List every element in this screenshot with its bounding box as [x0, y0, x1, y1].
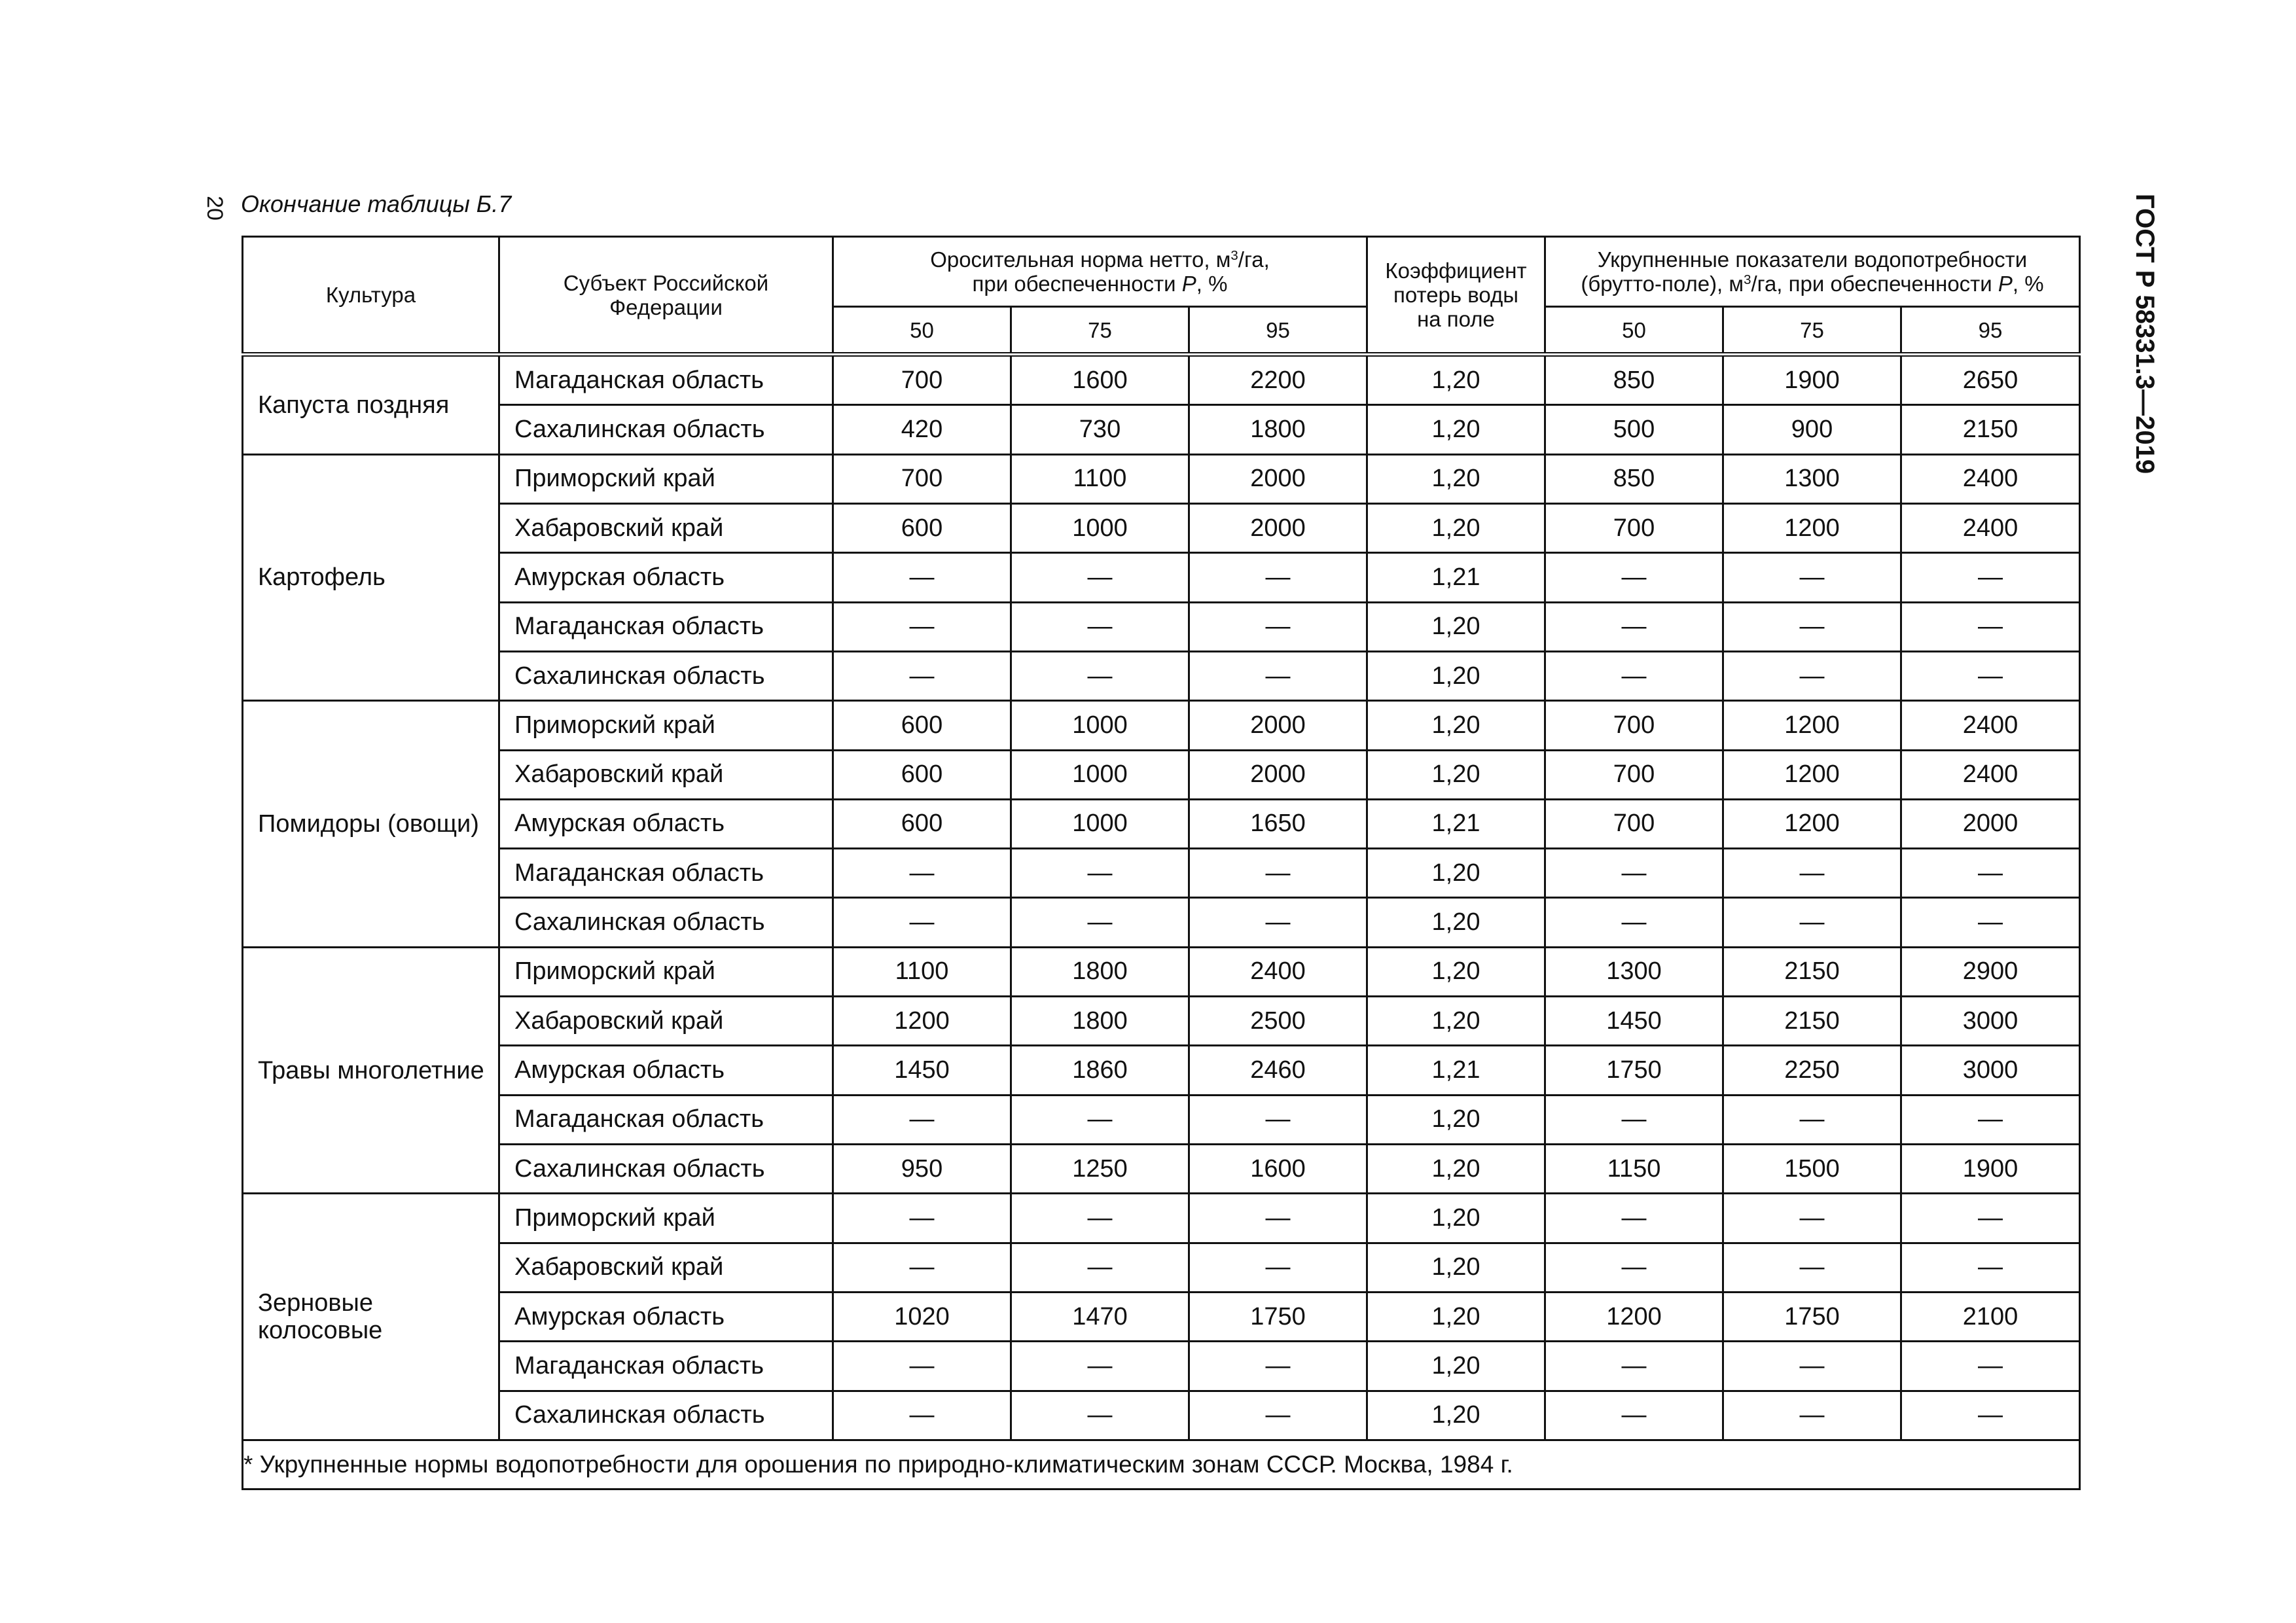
- value-cell: —: [1011, 602, 1189, 651]
- value-cell: 1,20: [1367, 602, 1545, 651]
- value-cell: 1,20: [1367, 1095, 1545, 1144]
- value-cell: 730: [1011, 405, 1189, 454]
- value-cell: —: [1901, 602, 2080, 651]
- table-row: [243, 405, 2080, 454]
- value-cell: 2400: [1901, 454, 2080, 503]
- value-cell: 1150: [1545, 1145, 1723, 1194]
- value-cell: 950: [833, 1145, 1011, 1194]
- value-cell: —: [1723, 1194, 1901, 1243]
- header-netto-75: 75: [1011, 307, 1189, 355]
- value-cell: —: [1189, 602, 1367, 651]
- value-cell: 1020: [833, 1292, 1011, 1341]
- value-cell: —: [1011, 1391, 1189, 1440]
- value-cell: 700: [1545, 701, 1723, 750]
- value-cell: —: [1545, 1391, 1723, 1440]
- value-cell: 1,20: [1367, 1145, 1545, 1194]
- region-cell: Сахалинская область: [499, 405, 833, 454]
- header-region: [499, 237, 833, 355]
- value-cell: —: [1723, 553, 1901, 602]
- region-cell: Сахалинская область: [499, 651, 833, 700]
- value-cell: 420: [833, 405, 1011, 454]
- region-cell: Хабаровский край: [499, 1243, 833, 1292]
- header-brutto-50: 50: [1545, 307, 1723, 355]
- value-cell: —: [1545, 1342, 1723, 1391]
- value-cell: 3000: [1901, 997, 2080, 1046]
- value-cell: 1200: [1723, 701, 1901, 750]
- value-cell: 900: [1723, 405, 1901, 454]
- table-body: [243, 355, 2080, 1440]
- value-cell: —: [1011, 1095, 1189, 1144]
- value-cell: —: [833, 1243, 1011, 1292]
- value-cell: 1100: [1011, 454, 1189, 503]
- table-row: [243, 602, 2080, 651]
- table-row: [243, 947, 2080, 996]
- value-cell: —: [1545, 651, 1723, 700]
- value-cell: 1200: [1723, 750, 1901, 799]
- value-cell: —: [1723, 1243, 1901, 1292]
- value-cell: 2400: [1901, 750, 2080, 799]
- table-row: [243, 701, 2080, 750]
- region-cell: Амурская область: [499, 1046, 833, 1095]
- value-cell: —: [1545, 898, 1723, 947]
- table-row: [243, 1243, 2080, 1292]
- value-cell: —: [1011, 651, 1189, 700]
- crop-cell: Зерновые колосовые: [243, 1194, 499, 1440]
- value-cell: —: [1901, 651, 2080, 700]
- value-cell: 1000: [1011, 750, 1189, 799]
- table-row: [243, 997, 2080, 1046]
- value-cell: —: [1901, 1342, 2080, 1391]
- table-row: [243, 750, 2080, 799]
- value-cell: —: [1189, 1095, 1367, 1144]
- value-cell: 1750: [1545, 1046, 1723, 1095]
- value-cell: 3000: [1901, 1046, 2080, 1095]
- region-cell: Приморский край: [499, 1194, 833, 1243]
- header-brutto-line2-end: /га, при обеспеченности: [1751, 272, 1998, 296]
- value-cell: 1,20: [1367, 1391, 1545, 1440]
- value-cell: 1000: [1011, 701, 1189, 750]
- table-row: [243, 651, 2080, 700]
- value-cell: 1,20: [1367, 997, 1545, 1046]
- value-cell: —: [833, 651, 1011, 700]
- value-cell: —: [1545, 1243, 1723, 1292]
- value-cell: —: [1011, 553, 1189, 602]
- region-cell: Приморский край: [499, 701, 833, 750]
- crop-cell: Травы многолетние: [243, 947, 499, 1194]
- value-cell: 700: [833, 355, 1011, 405]
- value-cell: —: [1011, 1243, 1189, 1292]
- table-row: [243, 1046, 2080, 1095]
- value-cell: 1200: [1723, 799, 1901, 848]
- value-cell: 2150: [1723, 997, 1901, 1046]
- value-cell: —: [1723, 898, 1901, 947]
- value-cell: 1200: [833, 997, 1011, 1046]
- region-cell: Сахалинская область: [499, 1145, 833, 1194]
- value-cell: 1000: [1011, 503, 1189, 552]
- value-cell: 1100: [833, 947, 1011, 996]
- value-cell: 1,20: [1367, 651, 1545, 700]
- value-cell: 2000: [1189, 503, 1367, 552]
- value-cell: —: [1723, 1391, 1901, 1440]
- value-cell: 2400: [1901, 701, 2080, 750]
- table-row: [243, 454, 2080, 503]
- value-cell: —: [1723, 1342, 1901, 1391]
- value-cell: —: [833, 1095, 1011, 1144]
- value-cell: 1600: [1189, 1145, 1367, 1194]
- water-demand-table: [242, 236, 2081, 1490]
- value-cell: 1750: [1189, 1292, 1367, 1341]
- value-cell: —: [1011, 1342, 1189, 1391]
- value-cell: 1,20: [1367, 1194, 1545, 1243]
- value-cell: —: [1189, 898, 1367, 947]
- value-cell: —: [1901, 898, 2080, 947]
- value-cell: 2400: [1901, 503, 2080, 552]
- value-cell: 1200: [1723, 503, 1901, 552]
- value-cell: —: [1901, 1391, 2080, 1440]
- crop-cell: Капуста поздняя: [243, 355, 499, 455]
- region-cell: Хабаровский край: [499, 997, 833, 1046]
- value-cell: —: [833, 553, 1011, 602]
- region-cell: Магаданская область: [499, 1095, 833, 1144]
- value-cell: 1800: [1011, 997, 1189, 1046]
- value-cell: 500: [1545, 405, 1723, 454]
- value-cell: —: [1901, 553, 2080, 602]
- value-cell: 2500: [1189, 997, 1367, 1046]
- value-cell: 1,20: [1367, 355, 1545, 405]
- value-cell: 2000: [1189, 701, 1367, 750]
- header-brutto-line2-tail: , %: [2012, 272, 2044, 296]
- region-cell: Приморский край: [499, 454, 833, 503]
- value-cell: 1,20: [1367, 1342, 1545, 1391]
- value-cell: —: [833, 1194, 1011, 1243]
- region-cell: Амурская область: [499, 553, 833, 602]
- value-cell: 1,20: [1367, 849, 1545, 898]
- value-cell: 1000: [1011, 799, 1189, 848]
- value-cell: 850: [1545, 355, 1723, 405]
- value-cell: —: [833, 602, 1011, 651]
- value-cell: —: [1189, 1194, 1367, 1243]
- region-cell: Магаданская область: [499, 602, 833, 651]
- table-row: [243, 1194, 2080, 1243]
- value-cell: —: [1545, 553, 1723, 602]
- value-cell: 2100: [1901, 1292, 2080, 1341]
- value-cell: 1650: [1189, 799, 1367, 848]
- value-cell: 700: [1545, 750, 1723, 799]
- value-cell: —: [1189, 1342, 1367, 1391]
- region-cell: Приморский край: [499, 947, 833, 996]
- value-cell: 2460: [1189, 1046, 1367, 1095]
- value-cell: 2400: [1189, 947, 1367, 996]
- table-row: [243, 799, 2080, 848]
- value-cell: —: [1723, 651, 1901, 700]
- header-netto-line2-end: , %: [1196, 272, 1228, 296]
- page-number: 20: [202, 196, 227, 221]
- value-cell: —: [1189, 1243, 1367, 1292]
- header-brutto: [1545, 237, 2080, 307]
- header-coef: [1367, 237, 1545, 355]
- value-cell: 600: [833, 701, 1011, 750]
- value-cell: 2150: [1901, 405, 2080, 454]
- table-row: [243, 553, 2080, 602]
- header-netto-line2: при обеспеченности: [972, 272, 1182, 296]
- table-row: [243, 849, 2080, 898]
- header-brutto-line2: (брутто-поле), м: [1581, 272, 1744, 296]
- value-cell: 700: [833, 454, 1011, 503]
- table-row: [243, 355, 2080, 405]
- value-cell: 1900: [1723, 355, 1901, 405]
- value-cell: —: [1189, 553, 1367, 602]
- table-row: [243, 1391, 2080, 1440]
- table-row: [243, 503, 2080, 552]
- region-cell: Магаданская область: [499, 355, 833, 405]
- value-cell: —: [1011, 898, 1189, 947]
- value-cell: 1900: [1901, 1145, 2080, 1194]
- value-cell: —: [1723, 1095, 1901, 1144]
- header-brutto-line1: Укрупненные показатели водопотребности: [1597, 247, 2028, 272]
- value-cell: 700: [1545, 503, 1723, 552]
- value-cell: 2150: [1723, 947, 1901, 996]
- value-cell: —: [1545, 1095, 1723, 1144]
- value-cell: —: [1723, 849, 1901, 898]
- value-cell: 850: [1545, 454, 1723, 503]
- region-cell: Амурская область: [499, 799, 833, 848]
- value-cell: 1450: [833, 1046, 1011, 1095]
- region-cell: Амурская область: [499, 1292, 833, 1341]
- region-cell: Хабаровский край: [499, 503, 833, 552]
- value-cell: 1,20: [1367, 750, 1545, 799]
- crop-cell: Помидоры (овощи): [243, 701, 499, 948]
- table-row: [243, 1292, 2080, 1341]
- value-cell: 1,20: [1367, 1292, 1545, 1341]
- value-cell: 2650: [1901, 355, 2080, 405]
- value-cell: 1,20: [1367, 503, 1545, 552]
- value-cell: —: [833, 898, 1011, 947]
- value-cell: 1300: [1545, 947, 1723, 996]
- value-cell: 700: [1545, 799, 1723, 848]
- region-cell: Магаданская область: [499, 849, 833, 898]
- header-netto-p: P: [1181, 272, 1196, 296]
- value-cell: —: [1545, 849, 1723, 898]
- table-row: [243, 1095, 2080, 1144]
- table-footnote: * Укрупненные нормы водопотребности для орошения по природно-климатическим зонам СССР. Москва, 1984 г.: [243, 1440, 2080, 1489]
- header-netto-95: 95: [1189, 307, 1367, 355]
- region-cell: Магаданская область: [499, 1342, 833, 1391]
- value-cell: 1600: [1011, 355, 1189, 405]
- value-cell: —: [1545, 1194, 1723, 1243]
- value-cell: —: [1011, 1194, 1189, 1243]
- value-cell: 1800: [1189, 405, 1367, 454]
- standard-code: ГОСТ Р 58331.3—2019: [2130, 194, 2159, 474]
- value-cell: —: [1723, 602, 1901, 651]
- value-cell: —: [1189, 849, 1367, 898]
- region-cell: Сахалинская область: [499, 898, 833, 947]
- value-cell: 1,20: [1367, 1243, 1545, 1292]
- value-cell: —: [833, 849, 1011, 898]
- value-cell: 1450: [1545, 997, 1723, 1046]
- header-crop: Культура: [243, 237, 499, 355]
- value-cell: —: [1901, 849, 2080, 898]
- header-brutto-p: P: [1998, 272, 2013, 296]
- value-cell: 2000: [1189, 750, 1367, 799]
- value-cell: 1,21: [1367, 1046, 1545, 1095]
- value-cell: 1250: [1011, 1145, 1189, 1194]
- value-cell: —: [833, 1391, 1011, 1440]
- value-cell: 1,20: [1367, 898, 1545, 947]
- value-cell: —: [1901, 1194, 2080, 1243]
- table-row: [243, 1145, 2080, 1194]
- header-brutto-sup: 3: [1744, 272, 1751, 287]
- value-cell: 600: [833, 799, 1011, 848]
- value-cell: —: [1901, 1095, 2080, 1144]
- header-netto-50: 50: [833, 307, 1011, 355]
- value-cell: 2000: [1189, 454, 1367, 503]
- value-cell: —: [1545, 602, 1723, 651]
- header-netto: [833, 237, 1367, 307]
- header-brutto-95: 95: [1901, 307, 2080, 355]
- value-cell: 600: [833, 750, 1011, 799]
- value-cell: 1,21: [1367, 553, 1545, 602]
- value-cell: 2200: [1189, 355, 1367, 405]
- value-cell: 1800: [1011, 947, 1189, 996]
- value-cell: —: [1189, 651, 1367, 700]
- header-netto-line1: Оросительная норма нетто, м: [930, 247, 1231, 272]
- value-cell: 1200: [1545, 1292, 1723, 1341]
- region-cell: Сахалинская область: [499, 1391, 833, 1440]
- value-cell: 1500: [1723, 1145, 1901, 1194]
- value-cell: 600: [833, 503, 1011, 552]
- table-row: [243, 898, 2080, 947]
- table-row: [243, 1342, 2080, 1391]
- header-netto-sup: 3: [1230, 248, 1238, 263]
- value-cell: 1470: [1011, 1292, 1189, 1341]
- value-cell: 1,20: [1367, 454, 1545, 503]
- value-cell: 1,20: [1367, 947, 1545, 996]
- value-cell: 1,20: [1367, 701, 1545, 750]
- value-cell: 1,21: [1367, 799, 1545, 848]
- value-cell: 1860: [1011, 1046, 1189, 1095]
- value-cell: —: [1901, 1243, 2080, 1292]
- value-cell: —: [1189, 1391, 1367, 1440]
- value-cell: 2000: [1901, 799, 2080, 848]
- value-cell: 2900: [1901, 947, 2080, 996]
- value-cell: —: [1011, 849, 1189, 898]
- value-cell: 2250: [1723, 1046, 1901, 1095]
- header-coef-text: Коэффициент потерь воды на поле: [1385, 259, 1527, 331]
- region-cell: Хабаровский край: [499, 750, 833, 799]
- header-region-text: Субъект Российской Федерации: [563, 270, 769, 319]
- table-caption: Окончание таблицы Б.7: [241, 190, 512, 217]
- crop-cell: Картофель: [243, 454, 499, 701]
- value-cell: 1,20: [1367, 405, 1545, 454]
- header-brutto-75: 75: [1723, 307, 1901, 355]
- value-cell: 1300: [1723, 454, 1901, 503]
- header-netto-line1-end: /га,: [1238, 247, 1270, 272]
- value-cell: 1750: [1723, 1292, 1901, 1341]
- value-cell: —: [833, 1342, 1011, 1391]
